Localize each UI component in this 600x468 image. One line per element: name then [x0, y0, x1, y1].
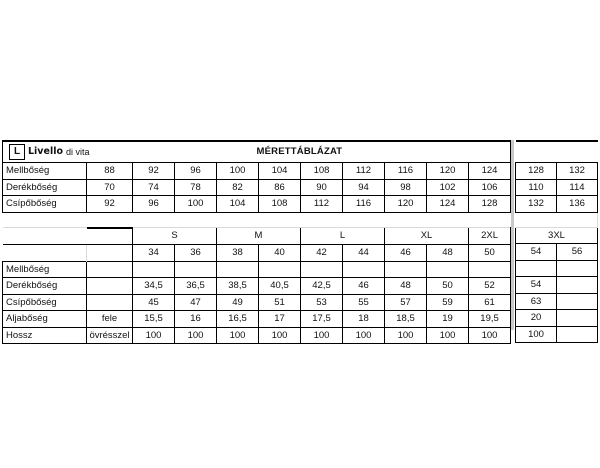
size-group-xl: XL	[385, 228, 469, 245]
body-measure-cell: 128	[469, 196, 511, 213]
size-number-cell: 42	[301, 245, 343, 262]
garment-measure-cell	[301, 261, 343, 278]
garment-measure-cell: 100	[343, 327, 385, 344]
row-note	[87, 278, 133, 295]
brand-name: Livello	[28, 146, 63, 158]
garment-measure-cell: 48	[385, 278, 427, 295]
garment-measure-cell: 53	[301, 294, 343, 311]
body-measure-cell: 78	[175, 179, 217, 196]
brand-logo	[3, 141, 175, 163]
garment-measure-cell	[217, 261, 259, 278]
garment-measure-cell	[427, 261, 469, 278]
size-group-blank	[87, 228, 133, 245]
body-measure-cell: 116	[385, 163, 427, 180]
body-measure-cell: 74	[133, 179, 175, 196]
size-number-blank	[87, 245, 133, 262]
body-measure-cell: 100	[217, 163, 259, 180]
row-label: Mellbőség	[3, 163, 87, 180]
body-measure-cell: 132	[557, 163, 598, 180]
body-measure-cell: 136	[557, 196, 598, 213]
garment-measure-cell: 17	[259, 311, 301, 328]
garment-measure-cell: 46	[343, 278, 385, 295]
size-group-3xl: 3XL	[516, 227, 598, 244]
garment-measure-cell: 34,5	[133, 278, 175, 295]
garment-measure-cell: 16	[175, 311, 217, 328]
garment-measure-cell: 100	[469, 327, 511, 344]
garment-measure-cell	[385, 261, 427, 278]
size-number-cell: 48	[427, 245, 469, 262]
body-measure-cell: 96	[133, 196, 175, 213]
garment-measure-cell	[469, 261, 511, 278]
garment-measure-cell: 16,5	[217, 311, 259, 328]
garment-measure-cell	[557, 310, 598, 327]
size-chart-extra-table	[515, 140, 598, 343]
garment-measure-cell	[175, 261, 217, 278]
brand-mark-icon: L	[9, 144, 25, 160]
body-measure-cell: 120	[427, 163, 469, 180]
garment-measure-cell: 100	[175, 327, 217, 344]
body-measure-cell: 112	[301, 196, 343, 213]
garment-measure-cell: 45	[133, 294, 175, 311]
extra-spacer-row	[516, 212, 598, 227]
garment-measure-cell	[557, 277, 598, 294]
garment-measure-cell: 17,5	[301, 311, 343, 328]
size-number-cell: 40	[259, 245, 301, 262]
size-number-cell: 46	[385, 245, 427, 262]
garment-measure-cell: 57	[385, 294, 427, 311]
garment-measure-cell: 100	[385, 327, 427, 344]
body-measure-cell: 114	[557, 179, 598, 196]
garment-measure-cell: 40,5	[259, 278, 301, 295]
size-group-2xl: 2XL	[469, 228, 511, 245]
body-measure-cell: 108	[301, 163, 343, 180]
garment-measure-cell: 19	[427, 311, 469, 328]
garment-measure-cell: 19,5	[469, 311, 511, 328]
spacer-row	[3, 212, 511, 228]
garment-measure-cell: 42,5	[301, 278, 343, 295]
row-label: Aljabőség	[3, 311, 87, 328]
garment-measure-cell: 51	[259, 294, 301, 311]
body-measure-cell: 92	[87, 196, 133, 213]
garment-measure-cell	[516, 260, 557, 277]
size-number-cell: 36	[175, 245, 217, 262]
extra-header-blank	[516, 141, 598, 163]
body-measure-cell: 106	[469, 179, 511, 196]
garment-measure-cell: 100	[217, 327, 259, 344]
body-measure-cell: 82	[217, 179, 259, 196]
size-chart-sheet	[0, 140, 600, 341]
size-group-blank	[3, 228, 87, 245]
row-note: fele	[87, 311, 133, 328]
column-separator	[511, 140, 514, 330]
garment-measure-cell	[557, 293, 598, 310]
body-measure-cell: 98	[385, 179, 427, 196]
body-measure-cell: 104	[259, 163, 301, 180]
body-measure-cell: 94	[343, 179, 385, 196]
garment-measure-cell: 61	[469, 294, 511, 311]
size-number-cell: 56	[557, 244, 598, 261]
size-number-cell: 34	[133, 245, 175, 262]
garment-measure-cell: 50	[427, 278, 469, 295]
body-measure-cell: 110	[516, 179, 557, 196]
garment-measure-cell: 49	[217, 294, 259, 311]
body-measure-cell: 104	[217, 196, 259, 213]
garment-measure-cell	[133, 261, 175, 278]
row-label: Derékbőség	[3, 278, 87, 295]
body-measure-cell: 116	[343, 196, 385, 213]
body-measure-cell: 70	[87, 179, 133, 196]
garment-measure-cell: 36,5	[175, 278, 217, 295]
garment-measure-cell: 59	[427, 294, 469, 311]
size-number-cell: 54	[516, 244, 557, 261]
garment-measure-cell: 20	[516, 310, 557, 327]
size-group-m: M	[217, 228, 301, 245]
row-label: Hossz	[3, 327, 87, 344]
garment-measure-cell: 47	[175, 294, 217, 311]
row-note	[87, 294, 133, 311]
garment-measure-cell	[557, 326, 598, 343]
body-measure-cell: 132	[516, 196, 557, 213]
row-label: Csípőbőség	[3, 196, 87, 213]
garment-measure-cell: 100	[516, 326, 557, 343]
body-measure-cell: 124	[427, 196, 469, 213]
garment-measure-cell: 18	[343, 311, 385, 328]
size-chart-main-table	[2, 140, 511, 344]
body-measure-cell: 92	[133, 163, 175, 180]
size-group-s: S	[133, 228, 217, 245]
garment-measure-cell: 100	[133, 327, 175, 344]
row-note	[87, 261, 133, 278]
row-label: Csípőbőség	[3, 294, 87, 311]
body-measure-cell: 102	[427, 179, 469, 196]
body-measure-cell: 90	[301, 179, 343, 196]
garment-measure-cell: 100	[427, 327, 469, 344]
body-measure-cell: 120	[385, 196, 427, 213]
brand-suffix: di vita	[66, 146, 90, 157]
garment-measure-cell: 100	[259, 327, 301, 344]
body-measure-cell: 88	[87, 163, 133, 180]
garment-measure-cell: 18,5	[385, 311, 427, 328]
garment-measure-cell	[343, 261, 385, 278]
garment-measure-cell: 38,5	[217, 278, 259, 295]
row-label: Derékbőség	[3, 179, 87, 196]
size-number-blank	[3, 245, 87, 262]
size-number-cell: 50	[469, 245, 511, 262]
body-measure-cell: 108	[259, 196, 301, 213]
garment-measure-cell: 100	[301, 327, 343, 344]
chart-title: MÉRETTÁBLÁZAT	[175, 141, 511, 163]
garment-measure-cell: 52	[469, 278, 511, 295]
body-measure-cell: 86	[259, 179, 301, 196]
size-group-l: L	[301, 228, 385, 245]
body-measure-cell: 96	[175, 163, 217, 180]
garment-measure-cell: 55	[343, 294, 385, 311]
garment-measure-cell: 54	[516, 277, 557, 294]
garment-measure-cell: 15,5	[133, 311, 175, 328]
body-measure-cell: 128	[516, 163, 557, 180]
body-measure-cell: 112	[343, 163, 385, 180]
size-number-cell: 44	[343, 245, 385, 262]
garment-measure-cell	[557, 260, 598, 277]
body-measure-cell: 124	[469, 163, 511, 180]
row-note: övrésszel	[87, 327, 133, 344]
row-label: Mellbőség	[3, 261, 87, 278]
body-measure-cell: 100	[175, 196, 217, 213]
size-number-cell: 38	[217, 245, 259, 262]
garment-measure-cell	[259, 261, 301, 278]
garment-measure-cell: 63	[516, 293, 557, 310]
